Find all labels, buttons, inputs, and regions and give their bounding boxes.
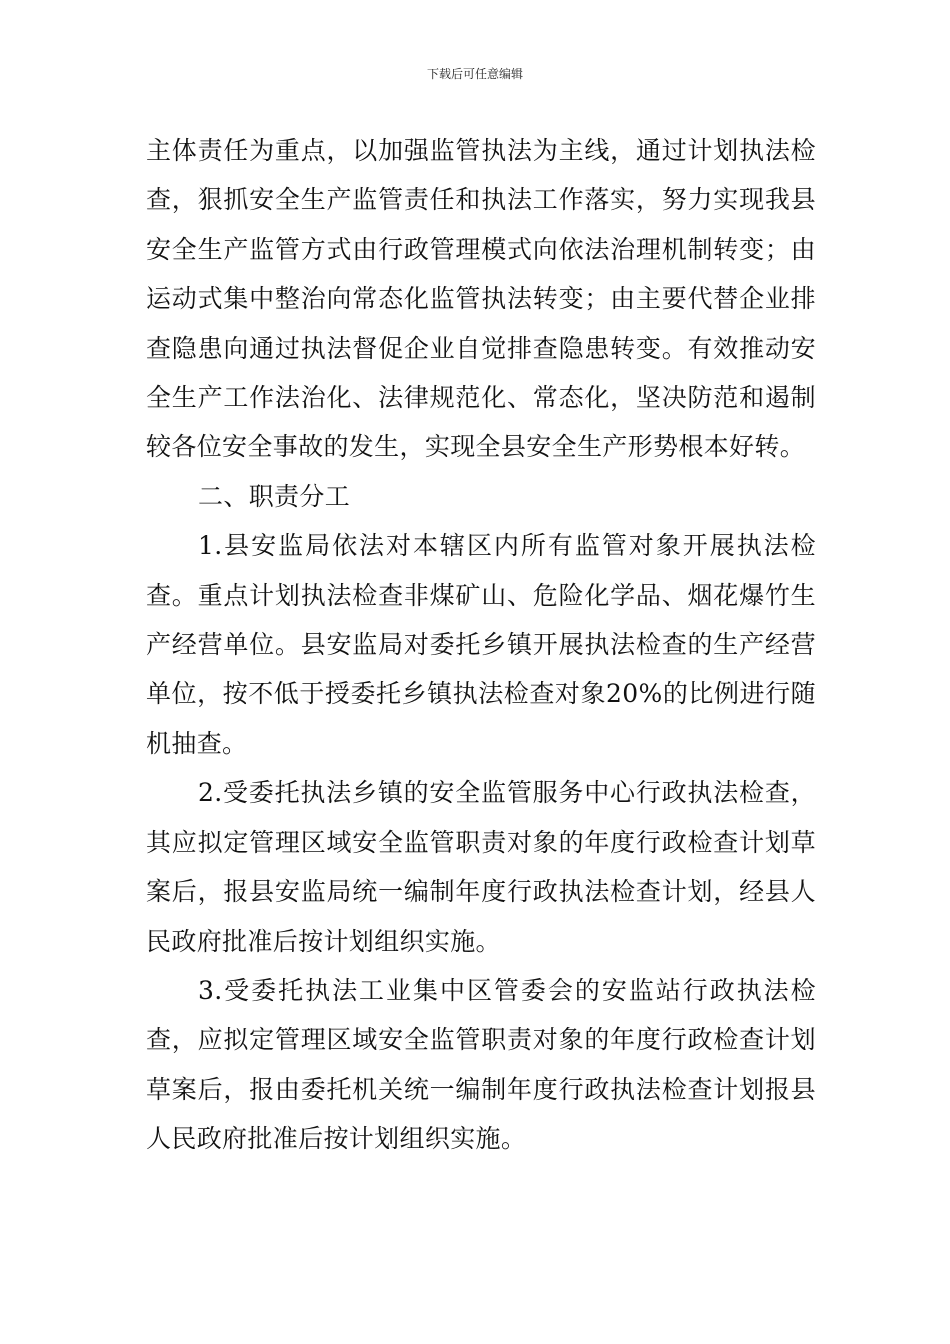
paragraph-continuation: 主体责任为重点，以加强监管执法为主线，通过计划执法检查，狠抓安全生产监管责任和执法工作落实，努力实现我县安全生产监管方式由行政管理模式向依法治理机制转变；由运动式集中整治向常态化监管执法转变；由主要代替企业排查隐患向通过执法督促企业自觉排查隐患转变。有效推动安全生产工作法治化、法律规范化、常态化，坚决防范和遏制较各位安全事故的发生，实现全县安全生产形势根本好转。 [146,136,816,462]
document-body [146,126,816,1164]
page-header: 下载后可任意编辑 [426,67,523,81]
paragraph-item-2: 2.受委托执法乡镇的安全监管服务中心行政执法检查，其应拟定管理区域安全监管职责对象的年度行政检查计划草案后，报县安监局统一编制年度行政执法检查计划，经县人民政府批准后按计划组织实施。 [146,778,816,956]
paragraph-item-1: 1.县安监局依法对本辖区内所有监管对象开展执法检查。重点计划执法检查非煤矿山、危险化学品、烟花爆竹生产经营单位。县安监局对委托乡镇开展执法检查的生产经营单位，按不低于授委托乡镇执法检查对象20%的比例进行随机抽查。 [146,531,816,758]
paragraph-item-3: 3.受委托执法工业集中区管委会的安监站行政执法检查，应拟定管理区域安全监管职责对象的年度行政检查计划草案后，报由委托机关统一编制年度行政执法检查计划报县人民政府批准后按计划组织实施。 [146,975,816,1154]
section-heading-duties: 二、职责分工 [198,481,351,511]
